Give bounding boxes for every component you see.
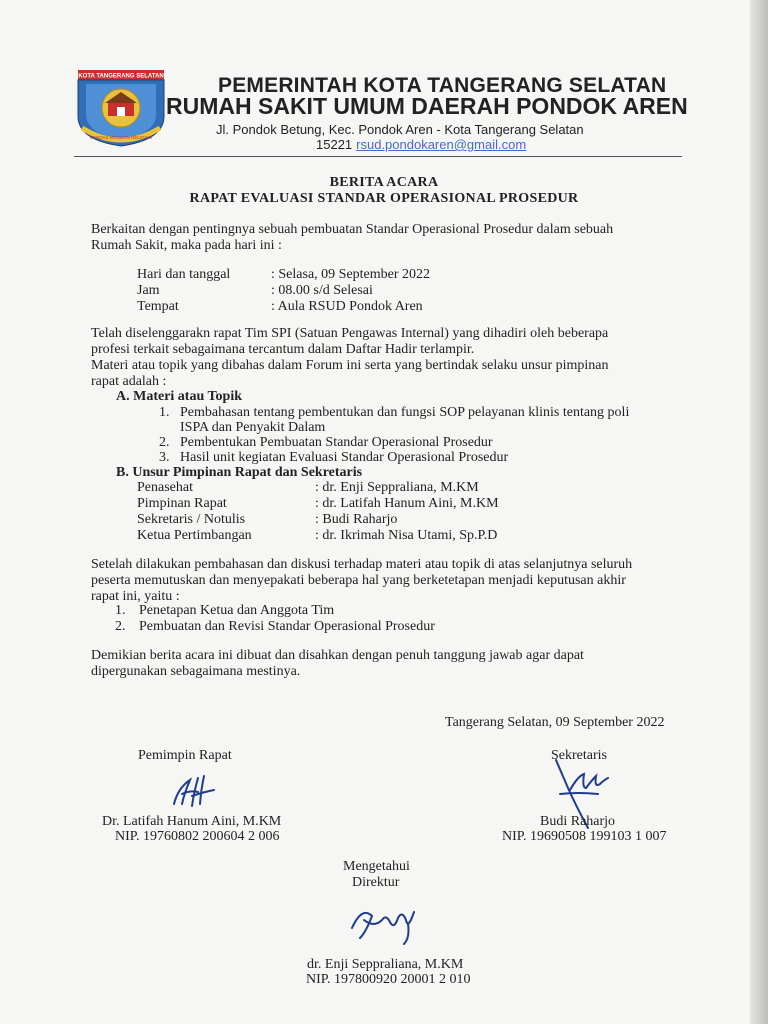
postal-code: 15221 xyxy=(316,137,353,152)
center-signer-name: dr. Enji Seppraliana, M.KM xyxy=(307,957,464,972)
left-signature xyxy=(168,770,228,812)
list-number: 3. xyxy=(159,450,170,465)
role-label: Ketua Pertimbangan xyxy=(137,528,252,543)
decision-number: 1. xyxy=(115,603,126,618)
center-signer-title: Direktur xyxy=(352,875,400,890)
closing-line: Demikian berita acara ini dibuat dan disahkan dengan penuh tanggung jawab agar dapat xyxy=(91,648,584,663)
section-b-title: B. Unsur Pimpinan Rapat dan Sekretaris xyxy=(116,465,363,480)
role-label: Sekretaris / Notulis xyxy=(137,512,246,527)
decision-number: 2. xyxy=(115,619,126,634)
letterhead-contact xyxy=(316,137,526,153)
right-signer-name: Budi Raharjo xyxy=(540,814,616,829)
logo-text: KOTA TANGERANG SELATAN xyxy=(78,73,164,80)
list-item-text: Hasil unit kegiatan Evaluasi Standar Operasional Prosedur xyxy=(180,450,509,465)
detail-value: : Selasa, 09 September 2022 xyxy=(271,267,431,282)
role-label: Penasehat xyxy=(137,480,193,495)
doc-title: BERITA ACARA xyxy=(329,175,439,190)
decision-text: Penetapan Ketua dan Anggota Tim xyxy=(139,603,335,618)
body-line: Telah diselenggarakn rapat Tim SPI (Satuan Pengawas Internal) yang dihadiri oleh beberapa xyxy=(91,326,609,341)
center-signer-role: Mengetahui xyxy=(343,859,410,874)
left-signer-name: Dr. Latifah Hanum Aini, M.KM xyxy=(102,814,282,829)
section-a-title: A. Materi atau Topik xyxy=(116,389,243,404)
letterhead-hospital: RUMAH SAKIT UMUM DAERAH PONDOK AREN xyxy=(166,93,688,119)
body-line: Materi atau topik yang dibahas dalam Forum ini serta yang bertindak selaku unsur pimpinan xyxy=(91,358,609,373)
detail-label: Tempat xyxy=(137,299,179,314)
body-line: rapat ini, yaitu : xyxy=(91,589,180,604)
detail-label: Jam xyxy=(137,283,160,298)
list-item-text: Pembentukan Pembuatan Standar Operasional Prosedur xyxy=(180,435,493,450)
center-signer-nip: NIP. 197800920 20001 2 010 xyxy=(306,972,471,987)
body-line: peserta memutuskan dan menyepakati beberapa hal yang berketetapan menjadi keputusan akhir xyxy=(91,573,626,588)
list-number: 1. xyxy=(159,405,170,420)
role-value: : dr. Enji Seppraliana, M.KM xyxy=(315,480,479,495)
intro-line: Rumah Sakit, maka pada hari ini : xyxy=(91,238,282,253)
role-label: Pimpinan Rapat xyxy=(137,496,227,511)
letterhead-government: PEMERINTAH KOTA TANGERANG SELATAN xyxy=(218,74,667,97)
detail-label: Hari dan tanggal xyxy=(137,267,231,282)
scan-edge xyxy=(750,0,768,1024)
decision-text: Pembuatan dan Revisi Standar Operasional Prosedur xyxy=(139,619,435,634)
letterhead-address: Jl. Pondok Betung, Kec. Pondok Aren - Kota Tangerang Selatan xyxy=(216,122,584,137)
place-date: Tangerang Selatan, 09 September 2022 xyxy=(445,715,665,730)
letterhead-divider xyxy=(74,156,682,157)
logo-motto: CERDAS MODERN RELIGIUS xyxy=(89,135,153,140)
body-line: rapat adalah : xyxy=(91,374,167,389)
email-link[interactable]: rsud.pondokaren@gmail.com xyxy=(356,137,527,152)
role-value: : dr. Ikrimah Nisa Utami, Sp.P.D xyxy=(315,528,498,543)
list-number: 2. xyxy=(159,435,170,450)
list-item-text: ISPA dan Penyakit Dalam xyxy=(180,420,326,435)
list-item-text: Pembahasan tentang pembentukan dan fungsi SOP pelayanan klinis tentang poli xyxy=(180,405,630,420)
body-line: Setelah dilakukan pembahasan dan diskusi terhadap materi atau topik di atas selanjutnya seluruh xyxy=(91,557,633,572)
detail-value: : 08.00 s/d Selesai xyxy=(271,283,373,298)
role-value: : dr. Latifah Hanum Aini, M.KM xyxy=(315,496,499,511)
body-line: profesi terkait sebagaimana tercantum dalam Daftar Hadir terlampir. xyxy=(91,342,475,357)
right-signer-nip: NIP. 19690508 199103 1 007 xyxy=(502,829,667,844)
closing-line: dipergunakan sebagaimana mestinya. xyxy=(91,664,301,679)
center-signature xyxy=(348,898,426,946)
left-signer-role: Pemimpin Rapat xyxy=(138,748,232,763)
left-signer-nip: NIP. 19760802 200604 2 006 xyxy=(115,829,280,844)
detail-value: : Aula RSUD Pondok Aren xyxy=(271,299,423,314)
city-emblem-logo xyxy=(72,68,170,148)
right-signer-role: Sekretaris xyxy=(551,748,607,763)
role-value: : Budi Raharjo xyxy=(315,512,398,527)
doc-subtitle: RAPAT EVALUASI STANDAR OPERASIONAL PROSEDUR xyxy=(189,191,579,206)
intro-line: Berkaitan dengan pentingnya sebuah pembuatan Standar Operasional Prosedur dalam sebuah xyxy=(91,222,614,237)
